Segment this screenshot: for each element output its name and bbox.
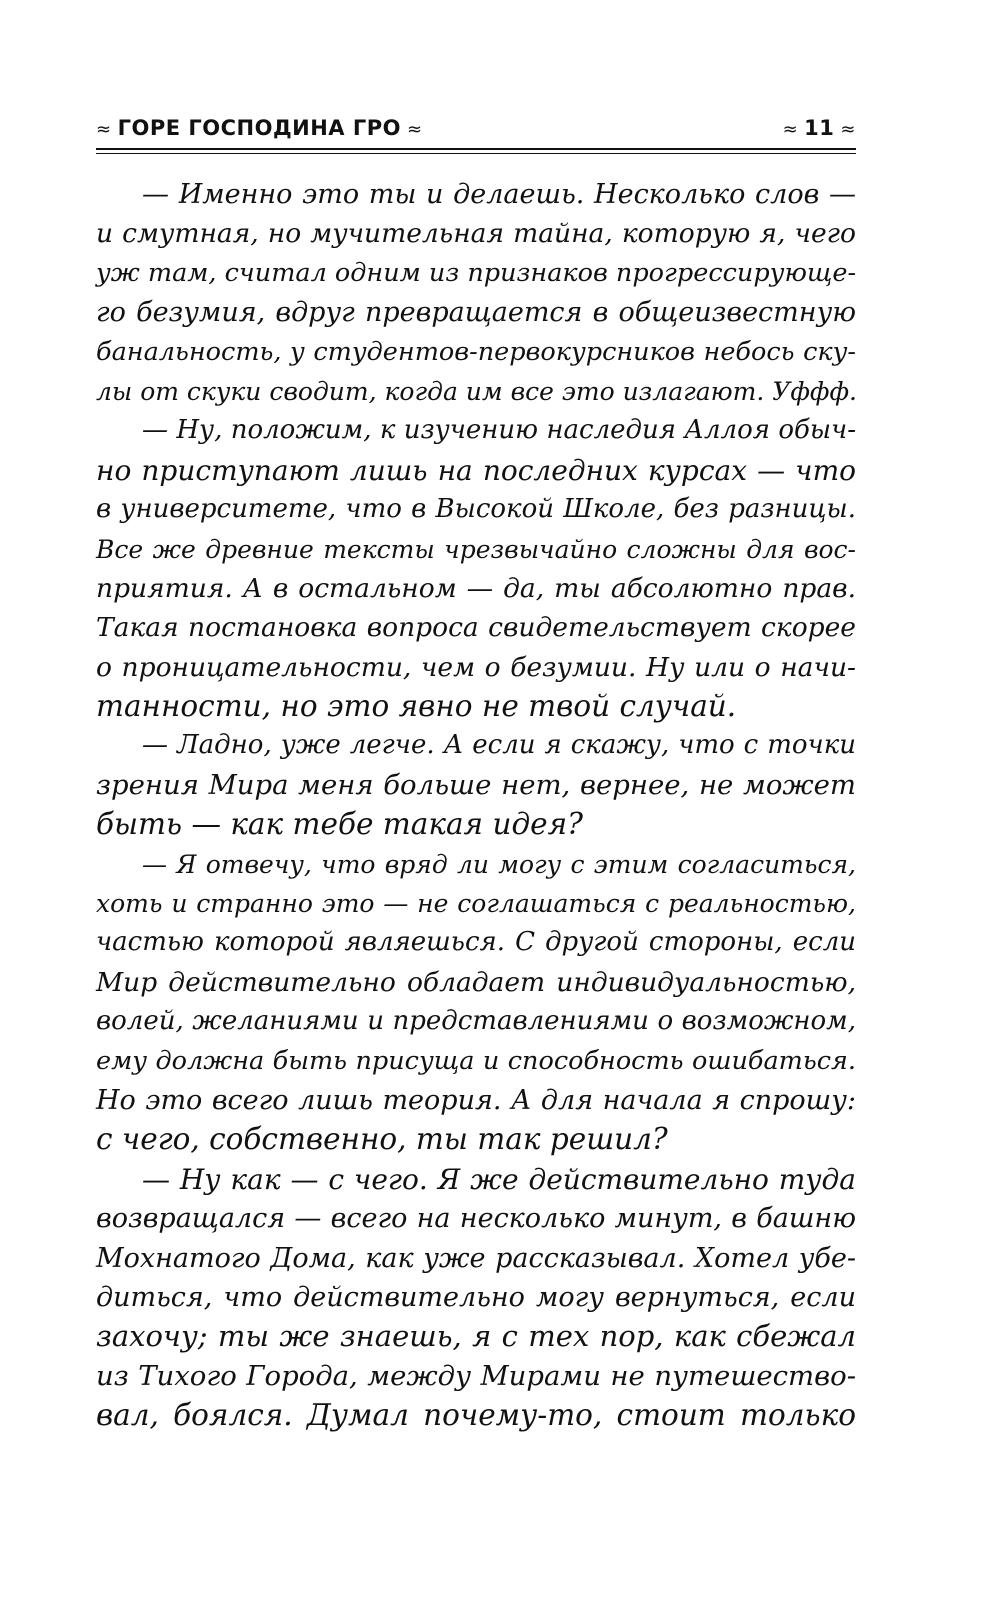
ornament-right: ≈ (840, 119, 856, 140)
header-rule (96, 148, 856, 150)
ornament-right: ≈ (407, 119, 423, 140)
text-line: — Ну, положим, к изучению наследия Аллоя обыч- (142, 415, 856, 446)
ornament-left: ≈ (782, 119, 799, 140)
text-line: с чего, собственно, ты так решил? (96, 1122, 668, 1157)
text-line: в университете, что в Высокой Школе, без разницы. (96, 494, 856, 525)
text-line: приятия. А в остальном — да, ты абсолютно прав. (96, 572, 856, 604)
text-line: танности, но это явно не твой случай. (96, 689, 737, 724)
text-line: и смутная, но мучительная тайна, которую я, чего (96, 218, 856, 250)
text-line: частью которой являешься. С другой стороны, если (96, 927, 856, 958)
page-number: 11 (804, 116, 835, 140)
text-line: Но это всего лишь теория. А для начала я спрошу: (96, 1084, 856, 1116)
text-line: — Ну как — с чего. Я же действительно туда (142, 1162, 856, 1196)
text-line: — Именно это ты и делаешь. Несколько слов — (142, 179, 856, 210)
text-line: быть — как тебе такая идея? (96, 807, 583, 842)
text-line: но приступают лишь на последних курсах — что (96, 453, 856, 487)
text-line: Такая постановка вопроса свидетельствует скорее (96, 612, 856, 644)
text-line: захочу; ты же знаешь, я с тех пор, как сбежал (96, 1319, 856, 1354)
text-line: хоть и странно это — не соглашаться с реальностью, (96, 889, 856, 919)
text-line: вал, боялся. Думал почему-то, стоит только (96, 1398, 856, 1433)
text-line: волей, желаниями и представлениями о возможном, (96, 1006, 856, 1037)
text-line: лы от скуки сводит, когда им все это излагают. Уффф. (96, 376, 857, 406)
book-title-header (96, 116, 423, 140)
text-line: зрения Мира меня больше нет, вернее, не может (96, 768, 856, 801)
text-line: уж там, считал одним из признаков прогрессирующе- (96, 257, 857, 288)
text-line: Мир действительно обладает индивидуальностью, (96, 966, 856, 998)
text-line: — Я отвечу, что вряд ли могу с этим согласиться, (142, 849, 856, 879)
book-title: ГОРЕ ГОСПОДИНА ГРО (117, 116, 401, 140)
text-line: диться, что действительно могу вернуться, если (96, 1281, 856, 1313)
text-line: возвращался — всего на несколько минут, в башню (96, 1203, 856, 1235)
running-header (96, 116, 856, 146)
text-line: — Ладно, уже легче. А если я скажу, что с точки (142, 730, 856, 761)
page-number-header (783, 116, 856, 140)
text-line: Мохнатого Дома, как уже рассказывал. Хотел убе- (96, 1242, 856, 1274)
body-text (96, 175, 856, 1436)
text-line: ему должна быть присуща и способность ошибаться. (96, 1045, 856, 1076)
text-line: о проницательности, чем о безумии. Ну или о начи- (96, 651, 856, 683)
text-line: из Тихого Города, между Мирами не путешество- (96, 1359, 856, 1392)
text-line: го безумия, вдруг превращается в общеизвестную (96, 297, 856, 329)
text-line: Все же древние тексты чрезвычайно сложны для вос- (96, 534, 856, 564)
ornament-left: ≈ (96, 119, 112, 140)
header-rule-thin (96, 153, 856, 154)
text-line: банальность, у студентов-первокурсников небось ску- (96, 336, 856, 367)
